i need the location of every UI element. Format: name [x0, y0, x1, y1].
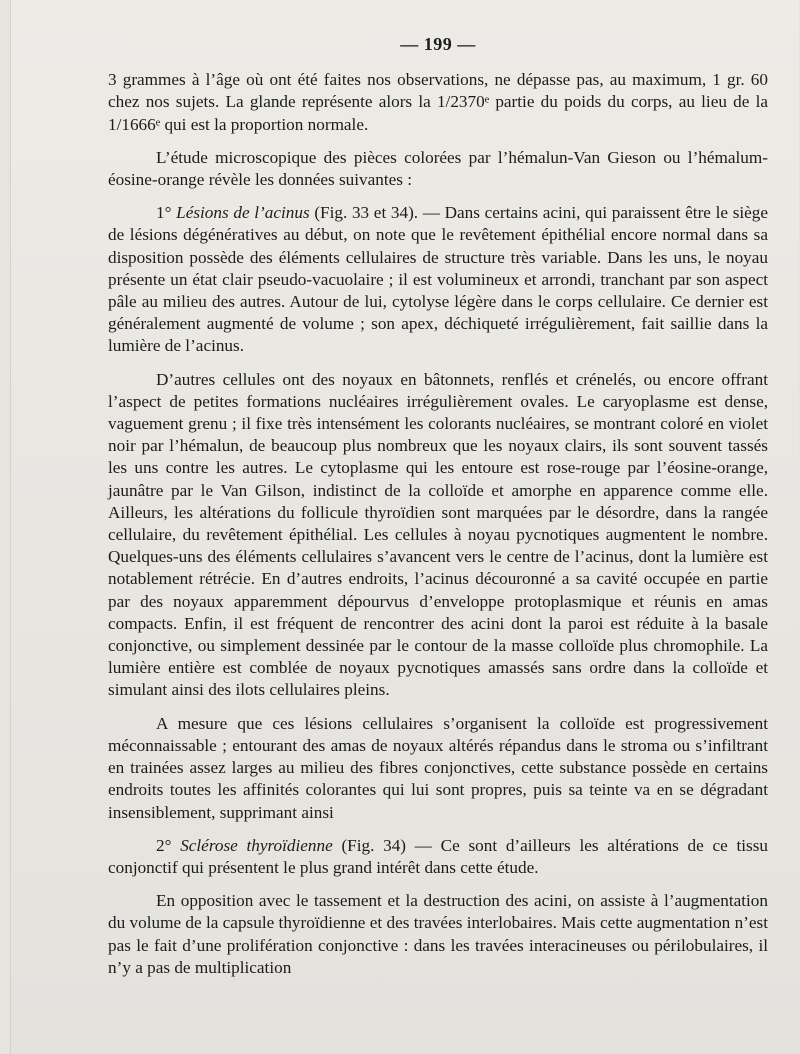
- paragraph-6-body: (Fig. 34) — Ce sont d’ailleurs les altérations de ce tissu conjonctif qui présentent le plus grand intérêt dans cette étude.: [108, 835, 768, 877]
- section-number: 2°: [156, 835, 181, 855]
- paragraph-1: 3 grammes à l’âge où ont été faites nos observations, ne dépasse pas, au maximum, 1 gr. 60 chez nos sujets. La glande représente alors la 1/2370ᵉ partie du poids du corps, au lieu de la 1/1666ᵉ qui est la proportion normale.: [108, 70, 768, 134]
- section-title-sclerose: Sclérose thyroïdienne: [180, 835, 333, 855]
- paragraph-5: A mesure que ces lésions cellulaires s’organisent la colloïde est progressivement méconnaissable ; entourant des amas de noyaux altérés répandus dans le stroma ou s’infiltrant en trainées assez larges au milieu des fibres conjonctives, cette substance possède en certains endroits toutes les affinités colorantes qui lui sont propres, puis sa teinte va en se dégradant insensiblement, supprimant ainsi: [108, 713, 768, 822]
- paragraph-2: L’étude microscopique des pièces colorées par l’hémalun-Van Gieson ou l’hémalum-éosine-orange révèle les données suivantes :: [108, 147, 768, 190]
- paragraph-7: En opposition avec le tassement et la destruction des acini, on assiste à l’augmentation du volume de la capsule thyroïdienne et des travées interlobaires. Mais cette augmentation n’est pas le fait d’une prolifération conjonctive : dans les travées interacineuses ou périlobulaires, il n’y a pas de multiplication: [108, 891, 768, 977]
- paragraph-3: [108, 202, 768, 357]
- page-number: — 199 —: [400, 34, 476, 54]
- paragraph-6: [108, 835, 768, 879]
- paragraph-4: D’autres cellules ont des noyaux en bâtonnets, renflés et crénelés, ou encore offrant l’aspect de petites formations nucléaires irrégulièrement ovales. Le caryoplasme est dense, vaguement grenu ; il fixe très intensément les colorants nucléaires, se montrant coloré en violet noir par l’hémalun, de beaucoup plus nombreux que les noyaux clairs, ils sont souvent tassés les uns contre les autres. Le cytoplasme qui les entoure est rose-rouge par l’éosine-orange, jaunâtre par le Van Gilson, indistinct de la colloïde et amorphe en apparence comme elle. Ailleurs, les altérations du follicule thyroïdien sont marquées par le désordre, dans la rangée cellulaire, du revêtement épithélial. Les cellules à noyau pycnotiques augmentent le nombre. Quelques-uns des éléments cellulaires s’avancent vers le centre de l’acinus, dont la lumière est notablement rétrécie. En d’autres endroits, l’acinus découronné a sa cavité occupée en partie par des noyaux apparemment dépourvus d’enveloppe protoplasmique et réunis en amas compacts. Enfin, il est fréquent de rencontrer des acini dont la paroi est réduite à la basale conjonctive, ou simplement dessinée par le contour de la masse colloïde plus chromophile. La lumière entière est comblée de noyaux pycnotiques amassés sans ordre dans la colloïde et simulant ainsi des ilots cellulaires pleins.: [108, 369, 768, 700]
- paragraph-3-body: (Fig. 33 et 34). — Dans certains acini, qui paraissent être le siège de lésions dégénératives au début, on note que le revêtement épithélial encore normal dans sa disposition possède des éléments cellulaires de structure très variable. Dans les uns, le noyau présente un état clair pseudo-vacuolaire ; il est volumineux et arrondi, tranchant par son aspect pâle au milieu des autres. Autour de lui, cytolyse légère dans le corps cellulaire. Ce dernier est généralement augmenté de volume ; son apex, déchiqueté irrégulièrement, fait saillie dans la lumière de l’acinus.: [108, 203, 769, 356]
- section-title-lesions: Lésions de l’acinus: [176, 203, 310, 223]
- document-body: [108, 33, 768, 990]
- section-number: 1°: [156, 203, 177, 223]
